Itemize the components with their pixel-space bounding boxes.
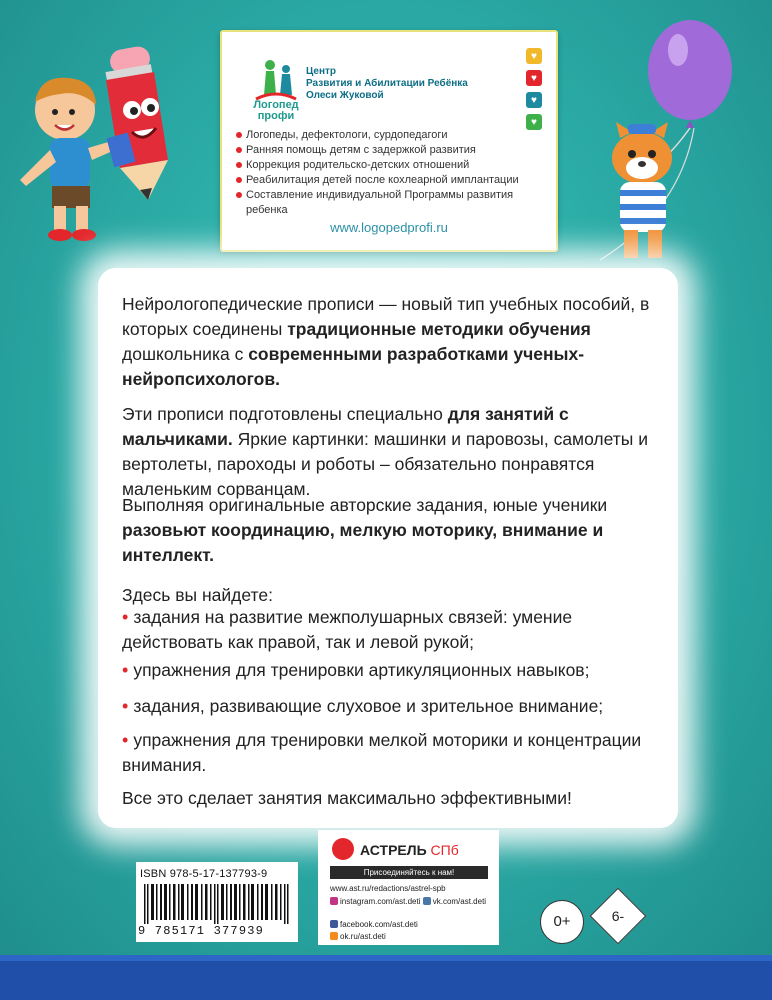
publisher-name: АСТРЕЛЬ СПб xyxy=(360,842,459,858)
bullet-icon: • xyxy=(122,607,134,627)
heart-icon: ♥ xyxy=(526,92,542,108)
paragraph-skills: Выполняя оригинальные авторские задания, юные ученики разовьют координацию, мелкую моторику, внимание и интеллект. xyxy=(122,495,608,565)
barcode xyxy=(136,862,298,942)
ok-icon xyxy=(330,932,338,940)
service-item: Логопеды, дефектологи, сурдопедагоги xyxy=(236,128,536,143)
ok-link[interactable]: ok.ru/ast.deti xyxy=(340,932,386,941)
isbn-text: ISBN 978-5-17-137793-9 xyxy=(140,868,268,880)
service-item: Реабилитация детей после кохлеарной имплантации xyxy=(236,173,536,188)
publisher-info xyxy=(318,830,499,945)
age-rating-badge: 0+ xyxy=(540,900,584,944)
service-item: Коррекция родительско-детских отношений xyxy=(236,158,536,173)
list-heading: Здесь вы найдете: xyxy=(122,585,273,605)
service-item: Ранняя помощь детям с задержкой развития xyxy=(236,143,536,158)
bullet-icon: • xyxy=(122,696,134,716)
facebook-link[interactable]: facebook.com/ast.deti xyxy=(340,920,418,929)
astrel-logo-icon xyxy=(332,838,354,860)
instagram-icon xyxy=(330,897,338,905)
bottom-band xyxy=(0,955,772,1000)
pencil-character-illustration xyxy=(92,40,187,210)
center-title: Центр Развития и Абилитации Ребёнка Олеси Жуковой xyxy=(306,66,468,101)
list-item: • упражнения для тренировки мелкой моторики и концентрации внимания. xyxy=(122,730,642,775)
publisher-site-link[interactable]: www.ast.ru/redactions/astrel-spb xyxy=(330,884,446,893)
logoped-profi-card xyxy=(220,30,558,252)
services-list xyxy=(236,128,536,218)
vk-icon xyxy=(423,897,431,905)
join-us-banner: Присоединяйтесь к нам! xyxy=(330,866,488,879)
instagram-link[interactable]: instagram.com/ast.deti xyxy=(340,897,421,906)
heart-icon: ♥ xyxy=(526,114,542,130)
bullet-icon: • xyxy=(122,730,134,750)
tiger-balloon-illustration xyxy=(590,10,765,270)
social-line xyxy=(330,897,486,907)
age-rating-diamond-text: 6- xyxy=(611,908,625,924)
paragraph-intro: Нейрологопедические прописи — новый тип учебных пособий, в которых соединены традиционные методики обучения дошкольника с современными разработками ученых-нейропсихологов. xyxy=(122,294,650,389)
barcode-digits: 9 785171 377939 xyxy=(138,924,265,938)
social-line xyxy=(330,920,418,930)
heart-icon: ♥ xyxy=(526,48,542,64)
list-item: • задания на развитие межполушарных связей: умение действовать как правой, так и левой рукой; xyxy=(122,607,573,652)
list-item: • задания, развивающие слуховое и зрительное внимание; xyxy=(122,696,604,716)
card-url-link[interactable]: www.logopedprofi.ru xyxy=(330,220,448,235)
list-item: • упражнения для тренировки артикуляционных навыков; xyxy=(122,660,590,680)
social-line xyxy=(330,932,386,942)
bullet-icon: • xyxy=(122,660,134,680)
logo-text: Логопед профи xyxy=(253,99,299,122)
heart-icon: ♥ xyxy=(526,70,542,86)
vk-link[interactable]: vk.com/ast.deti xyxy=(432,897,487,906)
service-item: Составление индивидуальной Программы развития ребенка xyxy=(236,188,536,218)
facebook-icon xyxy=(330,920,338,928)
closing-sentence: Все это сделает занятия максимально эффективными! xyxy=(122,788,572,808)
heart-icons xyxy=(526,48,542,136)
barcode-bars xyxy=(144,884,290,924)
paragraph-boys: Эти прописи подготовлены специально для занятий с мальчиками. Яркие картинки: машинки и паровозы, самолеты и вертолеты, пароходы и роботы – обязательно понравятся маленьким сорванцам. xyxy=(122,404,649,499)
